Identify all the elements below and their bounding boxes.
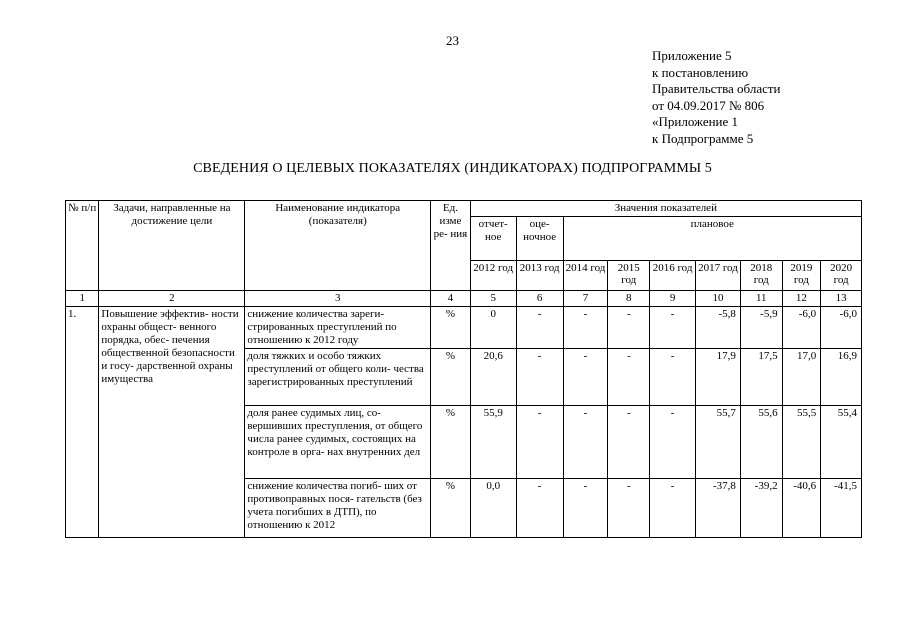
value-cell: - [516,307,563,349]
value-cell: - [516,349,563,406]
year-cell: 2012 год [470,261,516,291]
value-cell: -5,8 [696,307,741,349]
col-index: 13 [821,291,862,307]
value-cell: -5,9 [740,307,782,349]
table-row [66,307,862,349]
value-cell: 17,5 [740,349,782,406]
task-text: Повышение эффектив- ности охраны общест- венного порядка, обес- печения общественной безопасности и госу- дарственной охраны имущества [99,307,245,538]
appendix-header [652,48,781,148]
year-cell: 2018 год [740,261,782,291]
year-cell: 2014 год [563,261,608,291]
col-index: 7 [563,291,608,307]
header-planned: плановое [563,217,861,261]
appendix-line: «Приложение 1 [652,114,739,130]
col-index: 4 [431,291,471,307]
col-index: 2 [99,291,245,307]
col-index: 8 [608,291,650,307]
value-cell: - [608,349,650,406]
year-cell: 2019 год [782,261,821,291]
col-index: 9 [650,291,696,307]
value-cell: 0 [470,307,516,349]
value-cell: 55,9 [470,406,516,479]
header-indicator: Наименование индикатора (показателя) [245,201,431,291]
document-title: СВЕДЕНИЯ О ЦЕЛЕВЫХ ПОКАЗАТЕЛЯХ (ИНДИКАТОРАХ) ПОДПРОГРАММЫ 5 [193,161,712,176]
header-unit: Ед. изме ре- ния [431,201,471,291]
indicator-name: снижение количества погиб- ших от противоправных пося- гательств (без учета погибших в ДТП), по отношению к 2012 [245,479,431,538]
value-cell: - [650,406,696,479]
value-cell: - [563,307,608,349]
value-cell: -6,0 [821,307,862,349]
col-index: 10 [696,291,741,307]
col-index: 12 [782,291,821,307]
value-cell: 55,7 [696,406,741,479]
appendix-line: к постановлению [652,64,749,80]
value-cell: - [563,479,608,538]
value-cell: 55,4 [821,406,862,479]
col-index: 6 [516,291,563,307]
appendix-line: к Подпрограмме 5 [652,130,754,146]
header-num: № п/п [66,201,99,291]
col-index: 3 [245,291,431,307]
task-num: 1. [66,307,99,538]
value-cell: - [516,479,563,538]
value-cell: - [650,349,696,406]
value-cell: 55,5 [782,406,821,479]
value-cell: -6,0 [782,307,821,349]
header-values: Значения показателей [470,201,861,217]
year-cell: 2016 год [650,261,696,291]
header-tasks: Задачи, направленные на достижение цели [99,201,245,291]
col-index: 11 [740,291,782,307]
value-cell: 17,9 [696,349,741,406]
value-cell: - [516,406,563,479]
indicator-name: доля тяжких и особо тяжких преступлений от общего коли- чества зарегистрированных преступлений [245,349,431,406]
value-cell: - [563,406,608,479]
year-cell: 2013 год [516,261,563,291]
value-cell: - [563,349,608,406]
value-cell: -41,5 [821,479,862,538]
value-cell: - [650,307,696,349]
value-cell: -39,2 [740,479,782,538]
value-cell: - [608,307,650,349]
value-cell: - [608,406,650,479]
value-cell: -40,6 [782,479,821,538]
indicator-name: снижение количества зареги- стрированных преступлений по отношению к 2012 году [245,307,431,349]
value-cell: - [608,479,650,538]
value-cell: 55,6 [740,406,782,479]
appendix-line: от 04.09.2017 № 806 [652,97,765,113]
page-number: 23 [446,33,459,48]
value-cell: 16,9 [821,349,862,406]
appendix-line: Приложение 5 [652,48,732,63]
value-cell: 17,0 [782,349,821,406]
unit-cell: % [431,406,471,479]
year-cell: 2017 год [696,261,741,291]
unit-cell: % [431,479,471,538]
col-index: 1 [66,291,99,307]
value-cell: 20,6 [470,349,516,406]
header-estimate: оце- ночное [516,217,563,261]
year-cell: 2020 год [821,261,862,291]
unit-cell: % [431,307,471,349]
value-cell: 0,0 [470,479,516,538]
value-cell: - [650,479,696,538]
col-index: 5 [470,291,516,307]
appendix-line: Правительства области [652,81,781,97]
value-cell: -37,8 [696,479,741,538]
header-report: отчет- ное [470,217,516,261]
year-cell: 2015 год [608,261,650,291]
indicator-name: доля ранее судимых лиц, со- вершивших преступления, от общего числа ранее судимых, состоящих на контроле в орга- нах внутренних дел [245,406,431,479]
indicators-table [65,200,862,538]
unit-cell: % [431,349,471,406]
